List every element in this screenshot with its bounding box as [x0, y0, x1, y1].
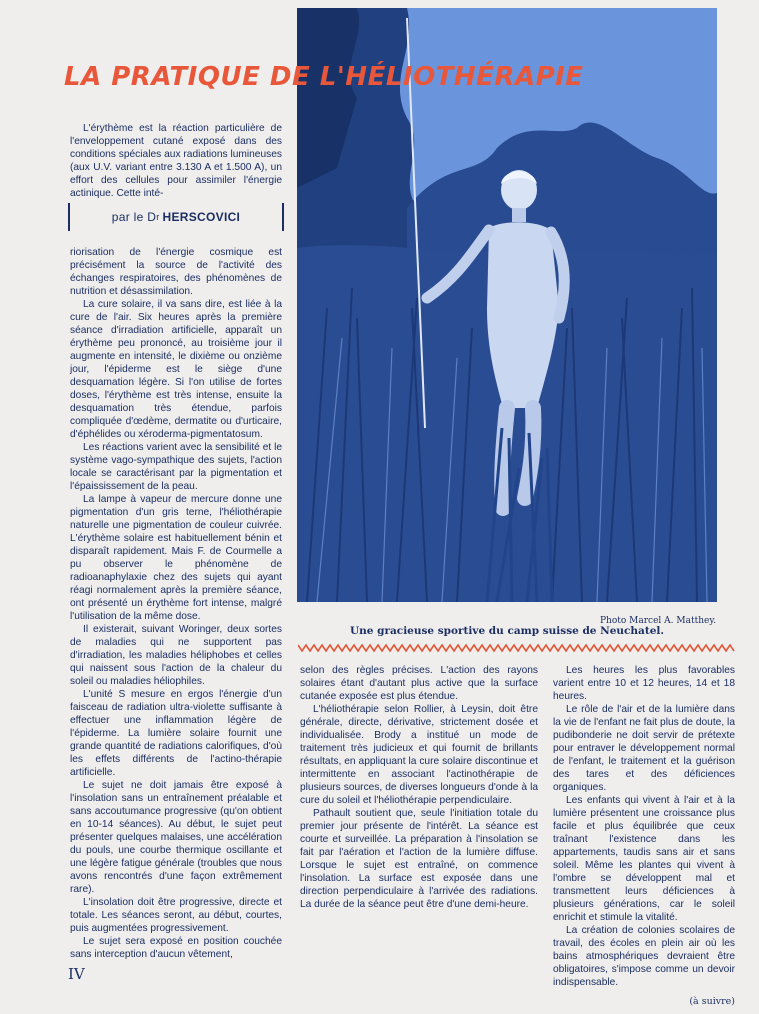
to-be-continued: (à suivre)	[689, 996, 735, 1007]
page-number: IV	[68, 965, 85, 983]
article-title: LA PRATIQUE DE L'HÉLIOTHÉRAPIE	[64, 62, 584, 92]
photo-credit: Photo Marcel A. Matthey.	[600, 616, 717, 626]
paragraph: L'unité S mesure en ergos l'énergie d'un faisceau de radiation ultra-violette suffisante à effectuer une inflammation légère de l'épiderme. La lumière solaire fournit une grande quantité de radiations calorifiques, d'où les effets différents de l'actino-thérapie artificielle.	[70, 689, 282, 778]
intro-paragraph: L'érythème est la réaction particulière de l'enveloppement cutané exposé dans des conditions spéciales aux radiations lumineuses (aux U.V. variant entre 3.130 A et 1.500 A), un effort des cellules pour assimiler l'énergie actinique. Cette inté-	[70, 123, 282, 199]
byline-prefix: par le D	[111, 210, 157, 224]
paragraph: Les heures les plus favorables varient entre 10 et 12 heures, 14 et 18 heures.	[553, 665, 735, 702]
paragraph: La cure solaire, il va sans dire, est liée à la cure de l'air. Six heures après la première séance d'irradiation artificielle, apparaît un érythème peu prononcé, au troisième jour il augmente en intensité, le dixième ou onzième jour, l'épiderme est le siège d'une desquamation légère. Si l'on utilise de fortes doses, l'érythème est très intense, ensuite la desquamation très étendue, parfois compliquée d'œdème, dermatite ou d'urticaire, d'éphélides ou xéroderma-pigmentatosum.	[70, 299, 282, 440]
paragraph: Le rôle de l'air et de la lumière dans la vie de l'enfant ne fait plus de doute, la pudibonderie ne doit servir de prétexte pour entraver le développement normal de l'enfant, le traitement et la guérison des tares et des déficiences organiques.	[553, 704, 735, 793]
paragraph: riorisation de l'énergie cosmique est précisément la source de l'activité des échanges respiratoires, des phénomènes de nutrition et désassimilation.	[70, 247, 282, 297]
paragraph: L'insolation doit être progressive, directe et totale. Les séances seront, au début, courtes, puis augmentées progressivement.	[70, 897, 282, 934]
article-photo	[297, 8, 717, 602]
article-intro	[70, 122, 282, 200]
article-column-1	[70, 246, 282, 961]
paragraph: Le sujet ne doit jamais être exposé à l'insolation sans un entraînement préalable et sans accoutumance progressive (qu'on obtient en 10-14 séances). Au début, le sujet peut présenter quelques malaises, une accélération du pouls, une courbe thermique oscillante et une légère fatigue générale (troubles que nous avons rencontrés d'une façon extrêmement rare).	[70, 780, 282, 895]
paragraph: La lampe à vapeur de mercure donne une pigmentation d'un gris terne, l'héliothérapie naturelle une pigmentation de couleur cuivrée. L'érythème solaire est habituellement bénin et disparaît rapidement. Mais F. de Courmelle a pu observer le phénomène de radioanaphylaxie chez des sujets qui ayant réagi normalement après la première séance, ont présenté un érythème fort intense, malgré l'utilisation de la même dose.	[70, 494, 282, 622]
zigzag-divider	[298, 644, 735, 652]
paragraph: Les réactions varient avec la sensibilité et le système vago-sympathique des sujets, l'action locale se caractérisant par la pigmentation et l'épaississement de la peau.	[70, 442, 282, 492]
paragraph: Pathault soutient que, seule l'initiation totale du premier jour présente de l'intérêt. La séance est courte et surveillée. La préparation à l'insolation se fait par l'aération et l'action de la lumière diffuse. Lorsque le sujet est entraîné, on commence l'insolation. La surface est exposée dans une direction perpendiculaire à l'arrivée des radiations. La durée de la séance peut être d'une demi-heure.	[300, 808, 538, 910]
byline-box	[68, 203, 284, 231]
paragraph: Il existerait, suivant Woringer, deux sortes de maladies qui ne supportent pas d'irradiation, les maladies héliphobes et celles qui naissent sous l'action de la chaleur du soleil ou maladies héliophiles.	[70, 624, 282, 687]
paragraph: La création de colonies scolaires de travail, des écoles en plein air où les bains atmosphériques devraient être obligatoires, s'impose comme un devoir indispensable.	[553, 925, 735, 988]
byline-superscript: r	[156, 212, 160, 222]
photo-caption: Une gracieuse sportive du camp suisse de Neuchatel.	[350, 625, 665, 637]
paragraph: L'héliothérapie selon Rollier, à Leysin, doit être générale, directe, dérivative, strictement dosée et individualisée. Brody a institué un mode de traitement très judicieux et qui fournit de brillants résultats, en appliquant la cure solaire discontinue et intermittente en associant l'actinothérapie de plusieurs sources, de diverses longueurs d'onde à la cure du soleil et l'héliothérapie perpendiculaire.	[300, 704, 538, 806]
article-column-3	[553, 664, 735, 1008]
paragraph: selon des règles précises. L'action des rayons solaires étant d'autant plus active que la surface cutanée exposée est plus étendue.	[300, 665, 538, 702]
article-column-2	[300, 664, 538, 911]
paragraph: Le sujet sera exposé en position couchée sans interception d'aucun vêtement,	[70, 936, 282, 960]
paragraph: Les enfants qui vivent à l'air et à la lumière présentent une croissance plus facile et plus équilibrée que ceux traînant l'existence dans les appartements, taudis sans air et sans soleil. Même les plantes qui vivent à l'ombre se développent mal et transmettent leurs déficiences à plusieurs générations, car le soleil enrichit et stimule la vitalité.	[553, 795, 735, 923]
author-name: HERSCOVICI	[162, 210, 241, 224]
photo-illustration	[297, 8, 717, 602]
